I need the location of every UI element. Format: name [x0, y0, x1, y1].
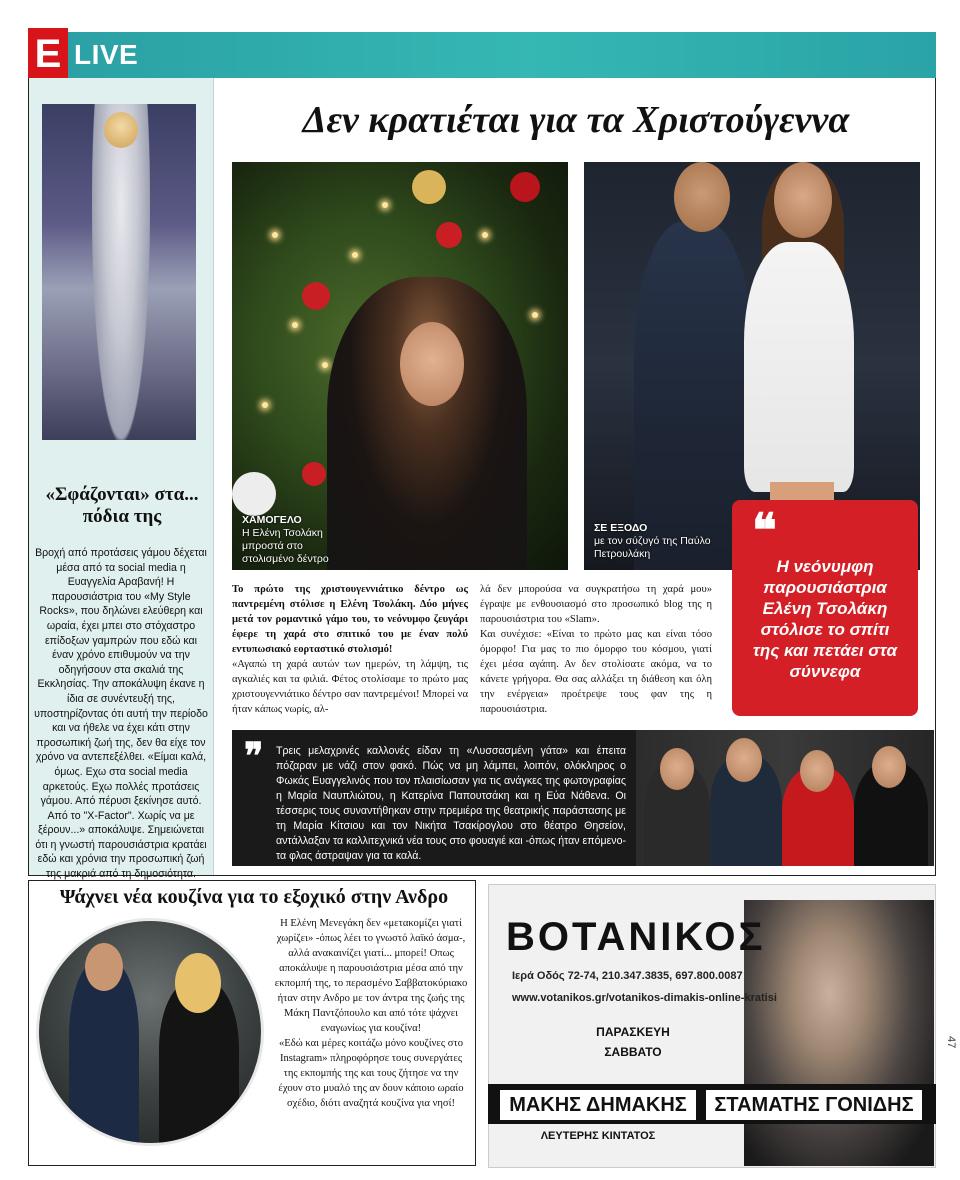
woman-face: [400, 322, 464, 406]
photo-caption: [242, 514, 352, 566]
page-number: 47: [945, 1036, 957, 1049]
gold-ornament: [412, 170, 446, 204]
bottom-article-text: [272, 916, 470, 1111]
round-photo: [36, 918, 264, 1146]
bottom-article-title: Ψάχνει νέα κουζίνα για το εξοχικό στην Ανδρο: [59, 886, 449, 908]
person-face: [660, 748, 694, 790]
person-face: [800, 750, 834, 792]
article-column-1: [232, 582, 468, 717]
white-ornament: [232, 472, 276, 516]
bottom-paragraph: «Εδώ και μέρες κοιτάζω μόνο κουζίνες στο Instagram» πληροφόρησε τους συνεργάτες της εκπομπής της και τους ζήτησε να την έχουν στο μυαλό της αν δουν κάποιο ωραίο σχέδιο, διότι αναζητά κουζίνα για νησί!: [278, 1038, 464, 1109]
tree-light: [382, 202, 388, 208]
woman-face: [774, 162, 832, 238]
article-column-2: [480, 582, 712, 717]
ad-address: Ιερά Οδός 72-74, 210.347.3835, 697.800.0087: [512, 970, 743, 982]
red-ornament: [510, 172, 540, 202]
person-face: [872, 746, 906, 788]
woman-hair: [175, 953, 221, 1013]
strip-text: Τρεις μελαχρινές καλλονές είδαν τη «Λυσσασμένη γάτα» και έπειτα πόζαραν με νάζι στον φακό. Πώς να μη λάμπει, λοιπόν, ολόκληρος ο Φωκάς Ευαγγελινός που τον πλαισίωσαν για τις ανάγκες της φωτογραφίας η Μαρία Ναυπλιώτου, η Κατερίνα Παπουτσάκη και η Εύα Νάθενα. Οι τέσσερις τους συναντήθηκαν στην πρεμιέρα της θεατρικής παράστασης με τη Μαρία Κίτσιου και τον Νικήτα Τσακίρογλου στο θέατρο Θησείον, αντάλλαξαν τα καλλιτεχνικά νέα τους στο φουαγιέ και -όπως ήταν επόμενο- τα φλας άστραψαν για τα καλά.: [276, 745, 627, 862]
tree-light: [272, 232, 278, 238]
ad-brand: ΒΟΤΑΝΙΚΟΣ: [506, 915, 766, 959]
article-text: λά δεν μπορούσα να συγκρατήσω τη χαρά μου» έγραψε με ενθουσιασμό στο προσωπικό blog της η παρουσιάστρια του «Slam».: [480, 584, 712, 625]
caption-text: Η Ελένη Τσολάκη μπροστά στο στολισμένο δέντρο: [242, 527, 329, 565]
quote-mark-icon: ❝: [752, 505, 777, 556]
caption-label: ΣΕ ΕΞΟΔΟ: [594, 522, 648, 534]
tree-light: [532, 312, 538, 318]
caption-label: ΧΑΜΟΓΕΛΟ: [242, 514, 302, 526]
ad-artist: ΜΑΚΗΣ ΔΗΜΑΚΗΣ: [500, 1090, 696, 1120]
blonde-head: [104, 112, 138, 148]
ad-artist: ΣΤΑΜΑΤΗΣ ΓΟΝΙΔΗΣ: [706, 1090, 922, 1120]
left-article-text: Βροχή από προτάσεις γάμου δέχεται μέσα από τα social media η Ευαγγελία Αραβανή! Η παρουσιάστρια του «My Style Rocks», που δηλώνει ελεύθερη και ωραία, έχει μπει στο στόχαστρο επίδοξων γαμπρών που εδώ και έναν χρόνο επιθυμούν να την οδηγήσουν στα σκαλιά της Εκκλησίας. Την αποκάλυψη έκανε η ίδια σε συνέντευξή της, υποστηρίζοντας ότι αυτή την περίοδο και να ήθελε να έχει κάτι στην προσωπική ζωή της, δεν θα είχε τον χρόνο να αντεπεξέλθει. «Είμαι καλά, όμως. Εχω στα social media αρκετούς. Εχω πολλές προτάσεις γάμου. Από πέρυσι ξεκίνησε αυτό. Από το "X-Factor". Χωρίς να με ξέρουν...» αποκάλυψε. Σημειώνεται ότι η γνωστή παρουσιάστρια κρατάει εδώ και χρόνια την προσωπική ζωή της μακριά από τη δημοσιότητα.: [34, 547, 208, 881]
tree-light: [292, 322, 298, 328]
ad-day: ΣΑΒΒΑΤΟ: [604, 1045, 662, 1059]
red-ornament: [436, 222, 462, 248]
pull-quote-box: Η νεόνυμφη παρουσιάστρια Ελένη Τσολάκη στόλισε το σπίτι της και πετάει στα σύννεφα: [732, 500, 918, 716]
article-text: Και συνέχισε: «Είναι το πρώτο μας και είναι τόσο όμορφο! Για μας το πιο όμορφο του κόσμου, γιατί έχει μέσα αγάπη. Αν δεν στολίσατε ακόμα, να το κάνετε γρήγορα. Θα σας αλλάξει τη διάθεση και όλη την ενέργεια» προέτρεψε τους φαν της η παρουσιάστρια.: [480, 629, 712, 715]
photo-caption: [594, 522, 724, 561]
main-headline: Δεν κρατιέται για τα Χριστούγεννα: [302, 99, 850, 141]
ad-day: ΠΑΡΑΣΚΕΥΗ: [596, 1025, 670, 1039]
christmas-tree-photo: [232, 162, 568, 570]
person-face: [726, 738, 762, 782]
ad-singer-photo: [744, 900, 934, 1166]
group-photo: [636, 730, 934, 866]
left-article-title: «Σφάζονται» στα... πόδια της: [45, 484, 199, 527]
tree-light: [352, 252, 358, 258]
ad-website: www.votanikos.gr/votanikos-dimakis-online-kratisi: [512, 992, 777, 1004]
strip-quote-icon: ❞: [244, 736, 264, 776]
red-ornament: [302, 282, 330, 310]
article-lead: Το πρώτο της χριστουγεννιάτικο δέντρο ως παντρεμένη στόλισε η Ελένη Τσολάκη. Δύο μήνες μετά τον ρομαντικό γάμο του, το νεόνυμφο ζευγάρι έφερε τη χαρά στο σπιτικό του με έναν πολύ εντυπωσιακό εορταστικό στολισμό!: [232, 584, 468, 655]
tree-light: [322, 362, 328, 368]
tree-light: [482, 232, 488, 238]
woman-white-outfit: [744, 242, 854, 492]
tree-light: [262, 402, 268, 408]
left-photo: [42, 104, 196, 440]
section-label: LIVE: [74, 39, 139, 70]
silver-gown-figure: [92, 104, 150, 440]
bottom-paragraph: Η Ελένη Μενεγάκη δεν «μετακομίζει γιατί χωρίζει» -όπως λέει το γνωστό λαϊκό άσμα-, αλλά ανακαινίζει γιατί... μπορεί! Οπως αποκάλυψε η παρουσιάστρια μέσα από την εκπομπή της, το περασμένο Σαββατοκύριακο ήταν στην Ανδρο με τον άντρα της ζωής της Μάκη Παντζόπουλο και από τότε ψάχνει εναγωνίως για κουζίνα!: [274, 918, 468, 1034]
section-header-bar: [28, 32, 936, 78]
ad-artist: ΛΕΥΤΕΡΗΣ ΚΙΝΤΑΤΟΣ: [540, 1130, 656, 1142]
red-ornament: [302, 462, 326, 486]
man-face: [674, 162, 730, 232]
man-face: [85, 943, 123, 991]
woman-figure: [327, 277, 527, 570]
magazine-logo: E: [28, 28, 68, 80]
article-text: «Αγαπώ τη χαρά αυτών των ημερών, τη λάμψη, τις αγκαλιές και τα φιλιά. Φέτος στολίσαμε το πρώτο μας χριστουγεννιάτικο δέντρο σαν παντρεμένοι! Μπορεί να ήταν κάπως νωρίς, αλ-: [232, 659, 468, 715]
caption-text: με τον σύζυγό της Παύλο Πετρουλάκη: [594, 535, 711, 560]
